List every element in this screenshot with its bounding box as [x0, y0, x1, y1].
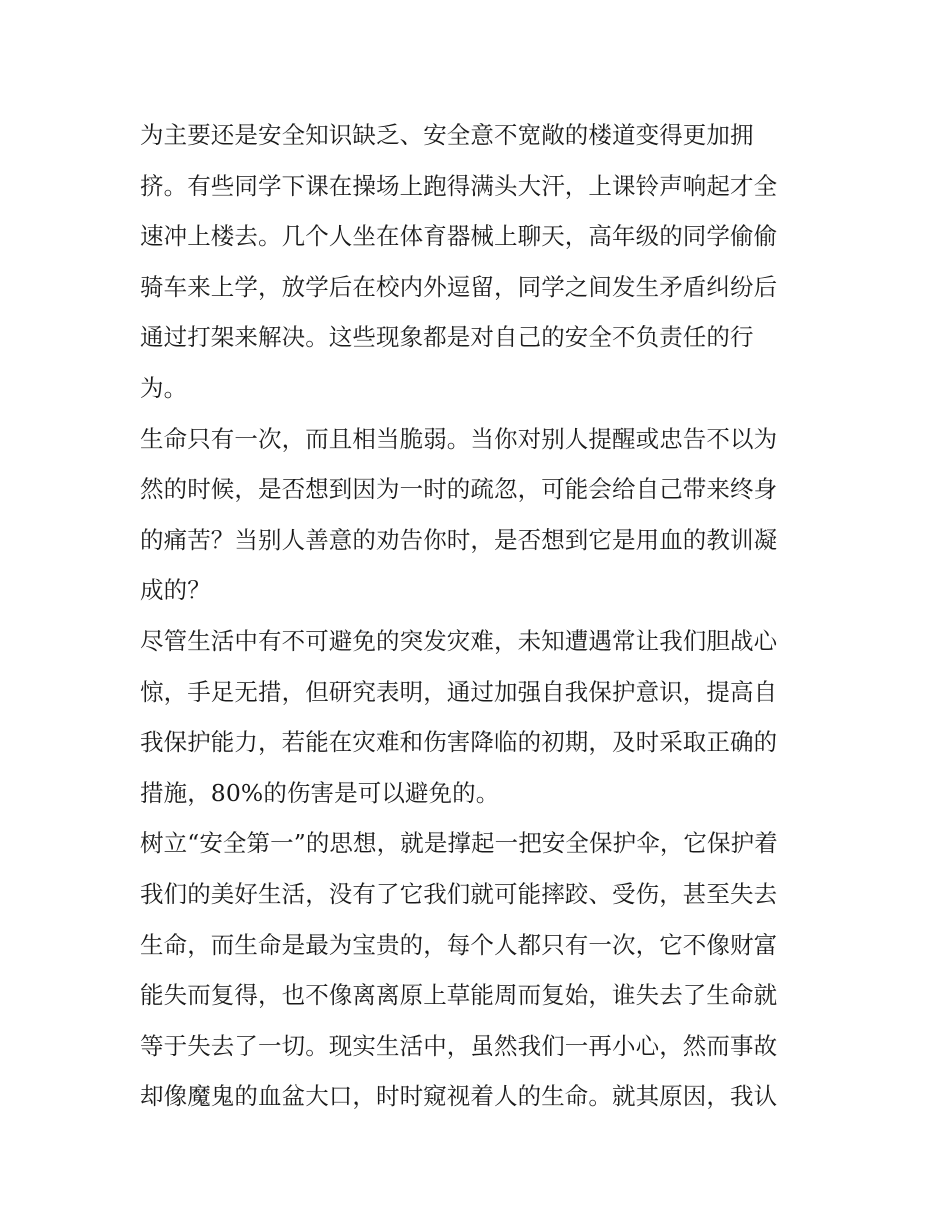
- text-line: 为主要还是安全知识缺乏、安全意不宽敞的楼道变得更加拥: [140, 121, 754, 149]
- text-line: 骑车来上学，放学后在校内外逗留，同学之间发生矛盾纠纷后: [140, 272, 778, 301]
- text-line: 生命，而生命是最为宝贵的，每个人都只有一次，它不像财富: [140, 930, 778, 959]
- text-line: 树立“安全第一”的思想，就是撑起一把安全保护伞，它保护着: [140, 829, 778, 858]
- text-line: 然的时候，是否想到因为一时的疏忽，可能会给自己带来终身: [140, 475, 778, 504]
- text-line: 等于失去了一切。现实生活中，虽然我们一再小心，然而事故: [140, 1031, 778, 1060]
- text-line: 能失而复得，也不像离离原上草能周而复始，谁失去了生命就: [140, 981, 778, 1010]
- text-line: 我们的美好生活，没有了它我们就可能摔跤、受伤，甚至失去: [140, 879, 778, 908]
- text-line: 惊，手足无措，但研究表明，通过加强自我保护意识，提高自: [140, 677, 778, 706]
- text-line: 的痛苦？当别人善意的劝告你时，是否想到它是用血的教训凝: [140, 525, 778, 554]
- text-line: 速冲上楼去。几个人坐在体育器械上聊天，高年级的同学偷偷: [140, 222, 778, 251]
- text-line: 通过打架来解决。这些现象都是对自己的安全不负责任的行: [140, 323, 754, 352]
- document-body: [140, 110, 816, 1122]
- text-line: 挤。有些同学下课在操场上跑得满头大汗，上课铃声响起才全: [140, 171, 778, 200]
- text-line: 却像魔鬼的血盆大口，时时窥视着人的生命。就其原因，我认: [140, 1082, 778, 1111]
- text-line: 成的？: [140, 576, 211, 605]
- text-line: 尽管生活中有不可避免的突发灾难，未知遭遇常让我们胆战心: [140, 626, 778, 655]
- text-line: 生命只有一次，而且相当脆弱。当你对别人提醒或忠告不以为: [140, 424, 778, 453]
- text-line: 我保护能力，若能在灾难和伤害降临的初期，及时采取正确的: [140, 728, 778, 757]
- text-line: 为。: [140, 373, 188, 402]
- text-line: 措施，80%的伤害是可以避免的。: [140, 778, 500, 807]
